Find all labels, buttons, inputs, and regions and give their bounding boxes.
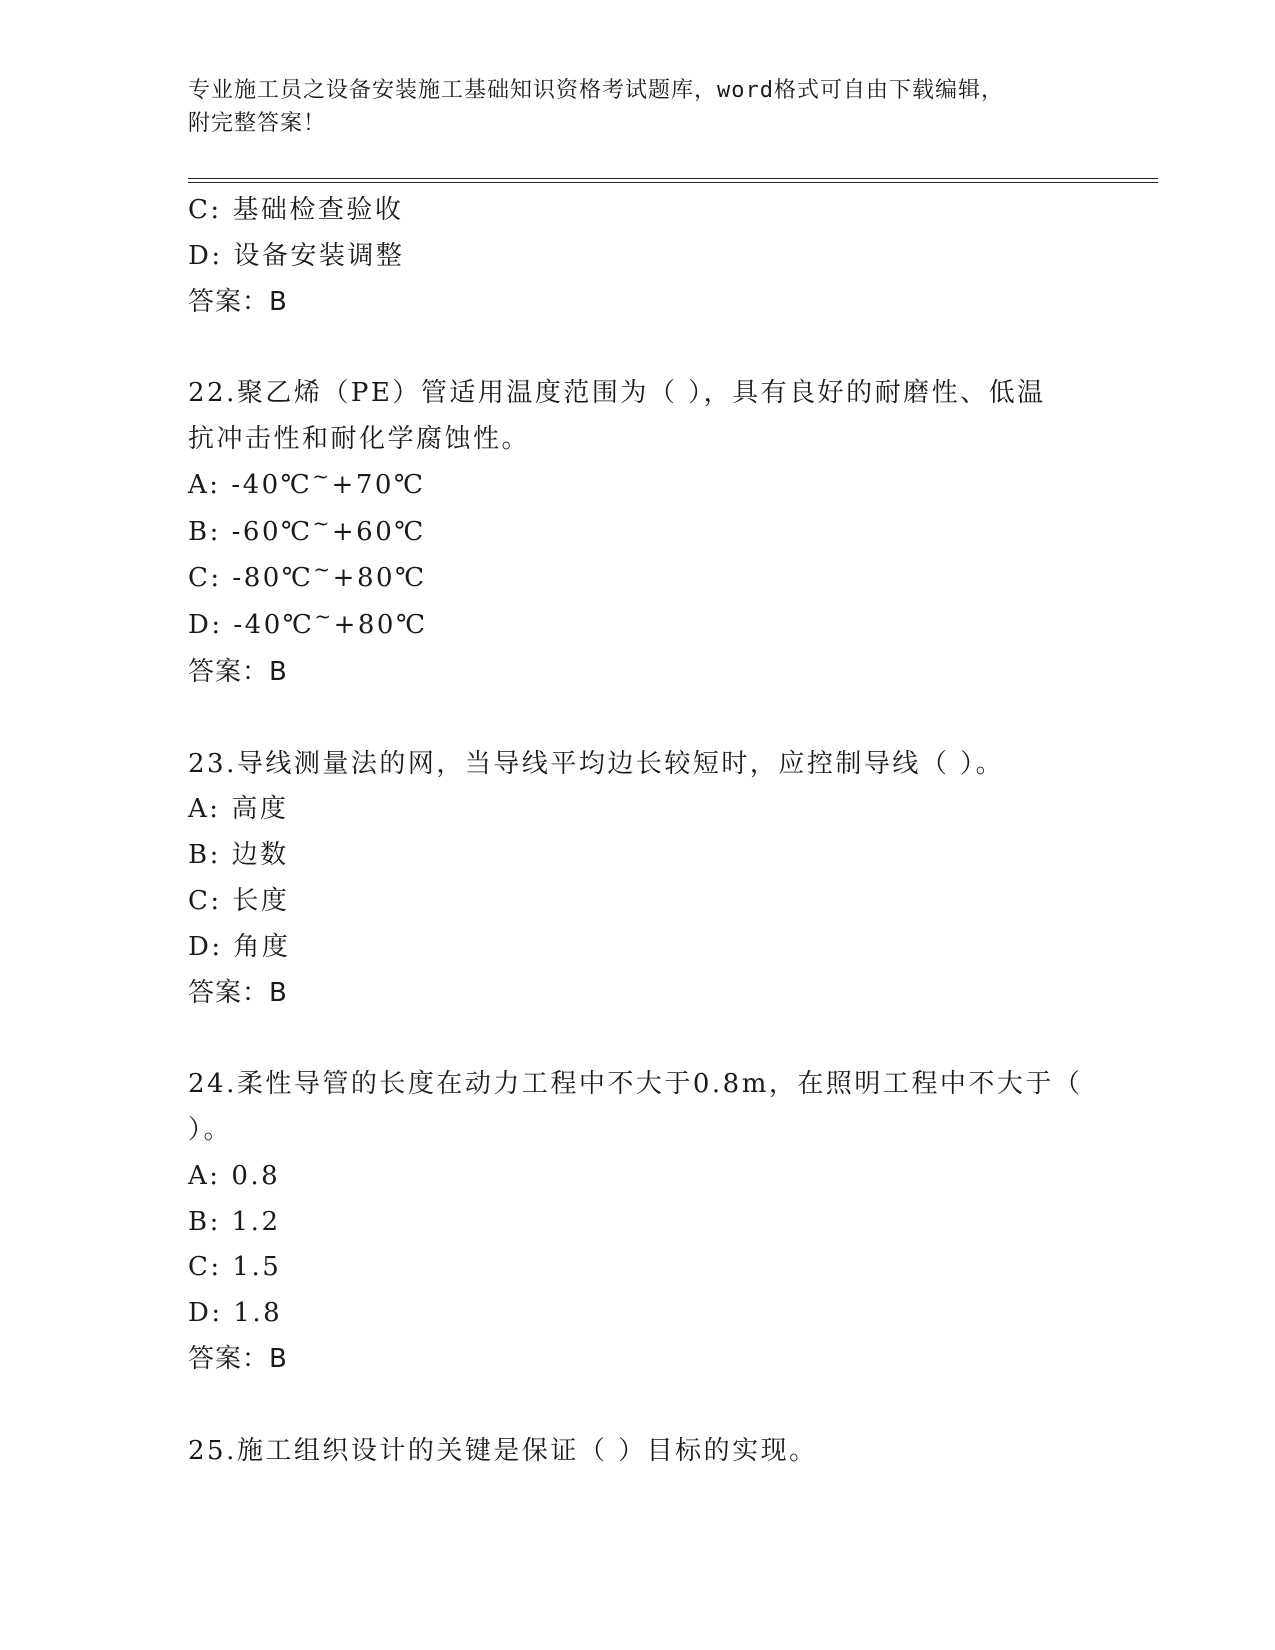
range-tilde: ~: [313, 557, 333, 582]
option-a: [188, 1154, 1088, 1200]
question-23: [188, 742, 1088, 1017]
option-text: 1.2: [231, 1206, 281, 1237]
option-prefix: A:: [188, 469, 221, 500]
question-text-line: 22.聚乙烯（PE）管适用温度范围为（ ），具有良好的耐磨性、低温: [188, 378, 1046, 409]
question-25: [188, 1429, 1088, 1475]
option-text: 0.8: [231, 1160, 281, 1191]
question-21-tail: [188, 188, 1088, 325]
option-range-low: -40℃: [233, 610, 315, 641]
option-prefix: D:: [188, 931, 223, 962]
option-text: 角度: [233, 931, 291, 962]
question-text-line: ）。: [188, 1114, 233, 1145]
option-text: 设备安装调整: [233, 240, 405, 271]
option-text: 高度: [231, 794, 289, 825]
option-d: [188, 603, 1088, 650]
spacer: [188, 696, 1088, 742]
option-d: [188, 925, 1088, 971]
option-range-low: -40℃: [231, 469, 313, 500]
option-a: [188, 463, 1088, 510]
option-c: [188, 556, 1088, 603]
option-text: 长度: [232, 885, 290, 916]
option-range-high: +80℃: [332, 563, 427, 594]
option-prefix: A:: [188, 794, 221, 825]
option-prefix: C:: [188, 195, 222, 225]
spacer: [188, 1016, 1088, 1062]
range-tilde: ~: [312, 510, 332, 535]
option-prefix: D:: [188, 240, 223, 271]
option-b: [188, 510, 1088, 557]
option-text: 基础检查验收: [232, 195, 404, 225]
option-c: [188, 188, 1088, 234]
option-prefix: B:: [188, 1206, 221, 1237]
option-range-low: -80℃: [232, 563, 314, 594]
option-prefix: C:: [188, 1252, 222, 1283]
answer-line: 答案：B: [188, 977, 288, 1008]
question-text-line: 抗冲击性和耐化学腐蚀性。: [188, 423, 531, 454]
question-text-line: 25.施工组织设计的关键是保证（ ）目标的实现。: [188, 1435, 818, 1466]
option-text: 边数: [231, 840, 289, 871]
option-prefix: B:: [188, 840, 221, 871]
option-text: 1.5: [232, 1252, 282, 1283]
header-line-2: 附完整答案！: [188, 111, 327, 136]
answer-line: 答案：B: [188, 1343, 288, 1374]
option-a: [188, 787, 1088, 833]
option-b: [188, 1200, 1088, 1246]
option-d: [188, 234, 1088, 280]
question-text-line: 23.导线测量法的网，当导线平均边长较短时，应控制导线（ ）。: [188, 748, 1005, 779]
header-divider-bottom: [188, 182, 1158, 183]
option-prefix: A:: [188, 1160, 221, 1191]
option-prefix: C:: [188, 885, 222, 916]
option-c: [188, 879, 1088, 925]
option-range-high: +80℃: [333, 610, 428, 641]
option-c: [188, 1245, 1088, 1291]
option-prefix: B:: [188, 516, 221, 547]
option-range-high: +60℃: [331, 516, 426, 547]
question-text-line: 24.柔性导管的长度在动力工程中不大于0.8m，在照明工程中不大于（: [188, 1069, 1083, 1100]
range-tilde: ~: [312, 463, 332, 488]
option-range-low: -60℃: [231, 516, 313, 547]
range-tilde: ~: [314, 604, 334, 629]
option-b: [188, 833, 1088, 879]
spacer: [188, 1383, 1088, 1429]
header-line-1: 专业施工员之设备安装施工基础知识资格考试题库，word格式可自由下载编辑，: [188, 78, 1004, 103]
option-range-high: +70℃: [331, 469, 426, 500]
spacer: [188, 325, 1088, 371]
option-d: [188, 1291, 1088, 1337]
option-prefix: D:: [188, 610, 223, 641]
answer-line: 答案：B: [188, 656, 288, 687]
option-text: 1.8: [233, 1298, 283, 1329]
document-body: [188, 188, 1088, 1474]
question-24: [188, 1062, 1088, 1383]
document-header: [188, 74, 1088, 140]
question-22: [188, 371, 1088, 696]
option-prefix: C:: [188, 563, 222, 594]
option-prefix: D:: [188, 1298, 223, 1329]
header-divider-top: [188, 178, 1158, 179]
answer-line: 答案：B: [188, 286, 288, 317]
